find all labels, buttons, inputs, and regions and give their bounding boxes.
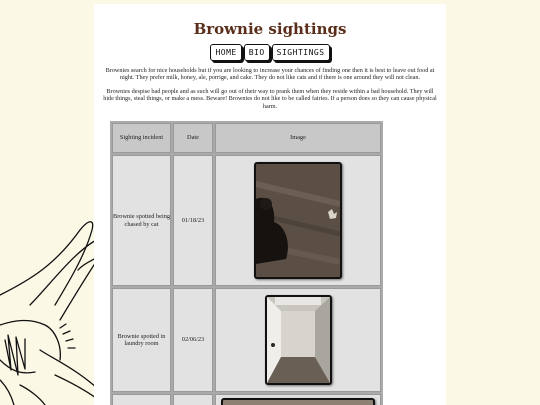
intro-paragraph: Brownies search for nice households but if you are looking to increase your chances of finding one then it is best to leave out food at night. They prefer milk, honey, ale, porrige, and cake. They do not like cats and if there is one around they will not clean. [105,67,435,82]
sighting-photo-third[interactable] [221,398,375,405]
nav-home-button[interactable]: HOME [210,44,241,61]
photo-cat-chasing-image [256,164,340,277]
incident-cell: Brownie spotted in laundry room [112,288,171,392]
table-header-row [112,123,381,153]
nav-sightings-button[interactable]: SIGHTINGS [272,44,330,61]
table-row [112,155,381,286]
incident-cell: Brownie spotted being chased by cat [112,155,171,286]
sighting-photo-cat[interactable] [254,162,342,279]
nav-bio-button[interactable]: BIO [244,44,270,61]
sightings-table [110,121,383,405]
table-row [112,394,381,405]
table-row [112,288,381,392]
image-cell [215,155,381,286]
image-cell [215,288,381,392]
incident-cell [112,394,171,405]
date-cell: 01/18/23 [173,155,213,286]
nav-bar [94,44,446,61]
image-cell [215,394,381,405]
content-page [94,4,446,405]
page-title: Brownie sightings [193,20,347,38]
header-date: Date [173,123,213,153]
sighting-photo-laundry[interactable] [265,295,332,385]
header-incident: Sighting incident [112,123,171,153]
header-image: Image [215,123,381,153]
date-cell [173,394,213,405]
photo-laundry-room-image [267,297,330,383]
date-cell: 02/06/23 [173,288,213,392]
warning-paragraph: Brownies despise bad people and as such will go out of their way to prank them when they reside within a bad household. They will hide things, steal things, or make a mess. Beware! Brownies do not like to be called fairies. If a person does so they can cause physical harm. [103,87,437,110]
